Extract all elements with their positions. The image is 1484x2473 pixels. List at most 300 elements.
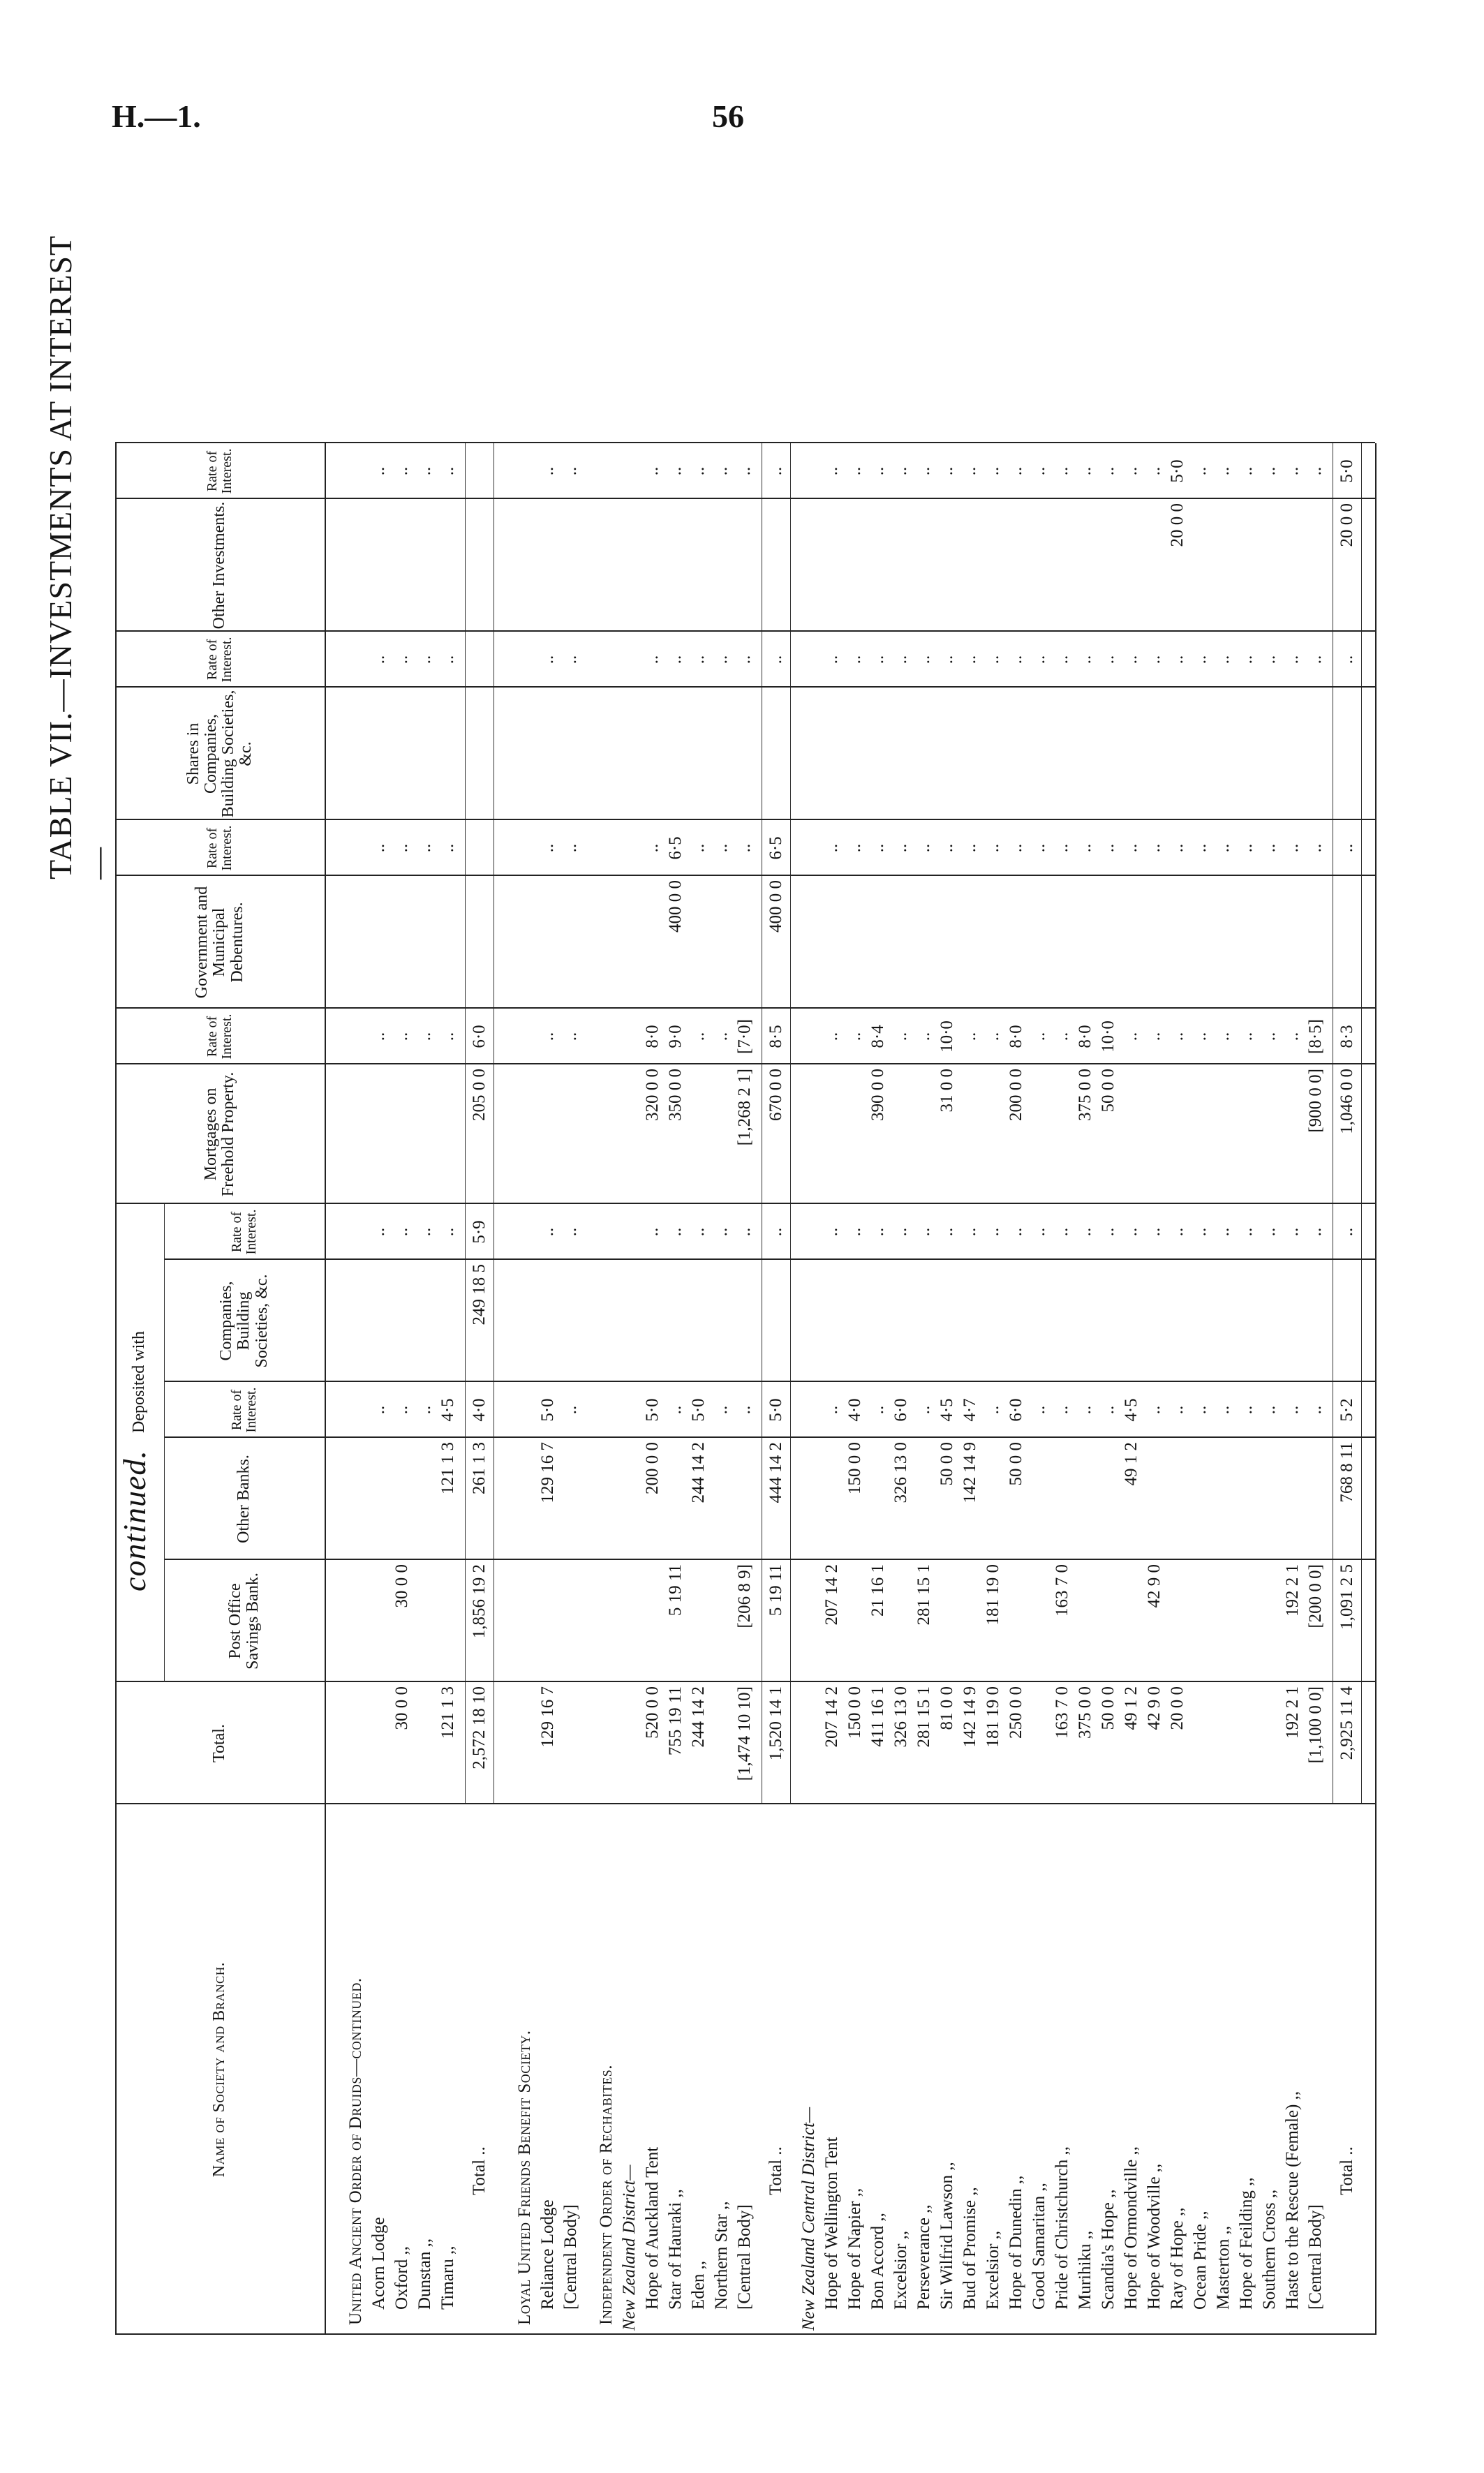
cell-po (687, 1560, 710, 1682)
cell-mort: [1,268 2 1] (734, 1069, 754, 1146)
cell-sh (595, 688, 618, 820)
cell-ob (1258, 1438, 1281, 1560)
cell-r5: .. (438, 655, 457, 664)
cell-r6: .. (1144, 466, 1164, 476)
cell-r1: .. (1282, 1405, 1302, 1415)
table-row (912, 178, 935, 2335)
cell-r4: 6·5 (665, 836, 685, 860)
cell-r3 (344, 1009, 367, 1064)
cell-po (843, 1560, 866, 1682)
cell-sh (710, 688, 733, 820)
cell-comp (710, 1260, 733, 1382)
cell-total: 50 0 0 (1098, 1686, 1118, 1730)
cell-r3: .. (438, 1032, 457, 1041)
cell-name: Hope of Wellington Tent (822, 2137, 841, 2310)
cell-r3: 8·5 (766, 1025, 785, 1048)
cell-r2: .. (845, 1227, 864, 1237)
cell-total: 1,520 14 1 (766, 1686, 785, 1761)
cell-mort: 205 0 0 (469, 1069, 489, 1121)
cell-r3: .. (1052, 1032, 1071, 1041)
cell-total: 81 0 0 (937, 1686, 956, 1730)
cell-r6: .. (891, 466, 910, 476)
cell-r3: .. (983, 1032, 1002, 1041)
cell-r1: 6·0 (1006, 1398, 1025, 1422)
cell-gov (820, 876, 843, 1009)
cell-gov (889, 876, 912, 1009)
cell-r2: .. (1121, 1227, 1141, 1237)
cell-total: 163 7 0 (1052, 1686, 1071, 1739)
cell-r3 (595, 1009, 618, 1064)
cell-comp (1335, 1260, 1358, 1382)
cell-r2: .. (766, 1227, 785, 1237)
cell-r1: .. (1098, 1405, 1118, 1415)
cell-ob: 200 0 0 (642, 1442, 662, 1494)
cell-gov (981, 876, 1004, 1009)
cell-mort (1258, 1064, 1281, 1204)
cell-name: Total .. (1337, 2146, 1356, 2195)
cell-r1: .. (665, 1405, 685, 1415)
cell-name: [Central Body] (1305, 2204, 1325, 2310)
cell-sh (1120, 688, 1143, 820)
cell-r2: .. (868, 1227, 887, 1237)
table-row (981, 178, 1004, 2335)
cell-ob (1235, 1438, 1258, 1560)
cell-r1: 4·0 (469, 1398, 489, 1422)
cell-ob (866, 1438, 889, 1560)
cell-gov (413, 876, 436, 1009)
cell-oth (1281, 499, 1304, 632)
cell-name: Haste to the Rescue (Female) ,, (1282, 2090, 1302, 2310)
cell-r6: .. (1259, 466, 1279, 476)
cell-r2: .. (561, 1227, 580, 1237)
cell-r3: .. (1190, 1032, 1210, 1041)
cell-r4: .. (822, 843, 841, 853)
cell-r1: .. (1190, 1405, 1210, 1415)
cell-sh (468, 688, 491, 820)
cell-comp (1143, 1260, 1166, 1382)
cell-po (1258, 1560, 1281, 1682)
cell-r6 (595, 443, 618, 499)
cell-r5 (618, 632, 641, 688)
cell-total (710, 1682, 733, 1804)
col-name-header: Name of Society and Branch. (210, 1961, 229, 2178)
cell-r4: .. (1213, 843, 1233, 853)
cell-mort (1235, 1064, 1258, 1204)
cell-r1: .. (1167, 1405, 1187, 1415)
cell-r2: .. (914, 1227, 933, 1237)
cell-r4: 6·5 (766, 836, 785, 860)
cell-gov (1304, 876, 1327, 1009)
cell-comp (344, 1260, 367, 1382)
cell-r2: .. (688, 1227, 708, 1237)
cell-po (1120, 1560, 1143, 1682)
cell-r6: .. (1190, 466, 1210, 476)
cell-r3: .. (822, 1032, 841, 1041)
cell-r2: .. (1190, 1227, 1210, 1237)
total-rule (465, 443, 466, 1804)
table-row (958, 178, 981, 2335)
cell-r6: .. (392, 466, 411, 476)
cell-r6: .. (642, 466, 662, 476)
cell-name: New Zealand District— (619, 2164, 639, 2331)
cell-name: Good Samaritan ,, (1029, 2183, 1048, 2310)
cell-r5: .. (537, 655, 557, 664)
cell-r2: .. (983, 1227, 1002, 1237)
col-rate1-header: Rate of Interest. (229, 1387, 259, 1433)
col-total-label: Total. (210, 1724, 229, 1762)
cell-r5: .. (1121, 655, 1141, 664)
cell-ob (820, 1438, 843, 1560)
cell-r3: .. (1236, 1032, 1256, 1041)
cell-r1: .. (1075, 1405, 1095, 1415)
cell-name: Excelsior ,, (891, 2230, 910, 2310)
cell-r2 (344, 1204, 367, 1260)
cell-sh (1335, 688, 1358, 820)
col-rate2-header: Rate of Interest. (229, 1209, 259, 1255)
cell-total: 129 16 7 (537, 1686, 557, 1748)
cell-gov (513, 876, 536, 1009)
cell-r6: .. (1052, 466, 1071, 476)
cell-po (536, 1560, 559, 1682)
cell-r2: 5·9 (469, 1220, 489, 1244)
cell-ob (1097, 1438, 1120, 1560)
cell-comp (935, 1260, 958, 1382)
col-other-banks-header: Other Banks. (235, 1455, 253, 1543)
cell-r2: .. (711, 1227, 731, 1237)
cell-r3: 6·0 (469, 1025, 489, 1048)
cell-ob (1166, 1438, 1189, 1560)
column-rule (164, 1559, 1375, 1560)
cell-total: 150 0 0 (845, 1686, 864, 1739)
cell-r1: .. (1144, 1405, 1164, 1415)
table-row (1120, 178, 1143, 2335)
cell-gov (797, 876, 820, 1009)
table-row (618, 178, 641, 2335)
cell-gov (866, 876, 889, 1009)
cell-comp: 249 18 5 (469, 1264, 489, 1325)
cell-name: Total .. (766, 2146, 785, 2195)
table-row (664, 178, 687, 2335)
column-rule (164, 1258, 1375, 1260)
cell-name: Perseverance ,, (914, 2204, 933, 2310)
cell-r2 (797, 1204, 820, 1260)
cell-total: 207 14 2 (822, 1686, 841, 1748)
cell-r5 (344, 632, 367, 688)
cell-r4: .. (1052, 843, 1071, 853)
cell-r3: .. (369, 1032, 388, 1041)
cell-ob: 121 1 3 (438, 1442, 457, 1494)
cell-r5: .. (1029, 655, 1048, 664)
cell-mort (687, 1064, 710, 1204)
cell-ob: 244 14 2 (688, 1442, 708, 1503)
cell-mort (536, 1064, 559, 1204)
cell-r2: .. (415, 1227, 434, 1237)
table-row (820, 178, 843, 2335)
column-rule (115, 442, 1375, 443)
cell-comp (1235, 1260, 1258, 1382)
cell-r4: .. (688, 843, 708, 853)
cell-mort (595, 1064, 618, 1204)
cell-r3: 8·0 (1006, 1025, 1025, 1048)
cell-oth (797, 499, 820, 632)
cell-po: 207 14 2 (822, 1564, 841, 1626)
row-rule (325, 443, 326, 2335)
cell-comp (1258, 1260, 1281, 1382)
cell-r1: .. (734, 1405, 754, 1415)
cell-total: 49 1 2 (1121, 1686, 1141, 1730)
cell-name: Northern Star ,, (711, 2201, 731, 2310)
cell-sh (820, 688, 843, 820)
cell-r5: .. (1190, 655, 1210, 664)
cell-gov: 400 0 0 (665, 880, 685, 933)
cell-po: 5 19 11 (766, 1564, 785, 1617)
table-row (1051, 178, 1074, 2335)
cell-r2: .. (1236, 1227, 1256, 1237)
cell-r6: 5·0 (1167, 459, 1187, 483)
cell-r5: .. (822, 655, 841, 664)
cell-gov (1281, 876, 1304, 1009)
cell-comp (536, 1260, 559, 1382)
column-rule (115, 498, 1375, 499)
cell-r6 (797, 443, 820, 499)
table-row (1097, 178, 1120, 2335)
cell-r1 (344, 1382, 367, 1438)
table-row (935, 178, 958, 2335)
cell-ob (595, 1438, 618, 1560)
cell-r6: .. (1282, 466, 1302, 476)
cell-ob: 129 16 7 (537, 1442, 557, 1503)
cell-r5: .. (1282, 655, 1302, 664)
cell-r6: .. (438, 466, 457, 476)
table-row (1074, 178, 1097, 2335)
cell-gov (1235, 876, 1258, 1009)
cell-total: 755 19 11 (665, 1686, 685, 1756)
cell-mort (981, 1064, 1004, 1204)
cell-r4: .. (392, 843, 411, 853)
cell-r6 (513, 443, 536, 499)
cell-mort (1212, 1064, 1235, 1204)
column-rule (115, 1007, 1375, 1009)
section-row (513, 178, 536, 2335)
cell-r1: .. (1052, 1405, 1071, 1415)
table-row (687, 178, 710, 2335)
cell-gov (1212, 876, 1235, 1009)
cell-gov (1189, 876, 1212, 1009)
cell-r5: .. (561, 655, 580, 664)
table-row (536, 178, 559, 2335)
cell-name: Excelsior ,, (983, 2230, 1002, 2310)
cell-total: [1,100 0 0] (1305, 1686, 1325, 1764)
cell-r6: .. (537, 466, 557, 476)
table-row (436, 178, 459, 2335)
cell-ob (710, 1438, 733, 1560)
cell-r5: .. (392, 655, 411, 664)
cell-sh (664, 688, 687, 820)
cell-total (1212, 1682, 1235, 1804)
cell-po (595, 1560, 618, 1682)
cell-r3 (513, 1009, 536, 1064)
cell-sh (344, 688, 367, 820)
cell-sh (367, 688, 390, 820)
cell-gov (935, 876, 958, 1009)
col-companies-header: Companies, Building Societies, &c. (217, 1274, 271, 1368)
cell-oth (536, 499, 559, 632)
cell-comp (513, 1260, 536, 1382)
cell-total: 181 19 0 (983, 1686, 1002, 1748)
cell-sh (390, 688, 413, 820)
cell-r6: .. (415, 466, 434, 476)
cell-mort (618, 1064, 641, 1204)
cell-po: [200 0 0] (1305, 1564, 1325, 1628)
cell-r4 (468, 820, 491, 876)
cell-sh (866, 688, 889, 820)
cell-r5: .. (983, 655, 1002, 664)
cell-r1: .. (1213, 1405, 1233, 1415)
cell-name: Hope of Dunedin ,, (1006, 2175, 1025, 2310)
col-po-header: Post Office Savings Bank. (225, 1573, 262, 1670)
cell-sh (1097, 688, 1120, 820)
cell-r1 (618, 1382, 641, 1438)
cell-r6 (468, 443, 491, 499)
cell-r1: .. (1236, 1405, 1256, 1415)
cell-mort (513, 1064, 536, 1204)
cell-oth (764, 499, 787, 632)
total-rule (790, 443, 791, 1804)
cell-r5: .. (1075, 655, 1095, 664)
cell-r4: .. (642, 843, 662, 853)
cell-total (1235, 1682, 1258, 1804)
cell-name: Scandia's Hope ,, (1098, 2189, 1118, 2310)
cell-total: 326 13 0 (891, 1686, 910, 1748)
cell-gov (843, 876, 866, 1009)
cell-r5: .. (1052, 655, 1071, 664)
cell-gov (1097, 876, 1120, 1009)
cell-mort (797, 1064, 820, 1204)
cell-total (797, 1682, 820, 1804)
cell-mort: 50 0 0 (1098, 1069, 1118, 1113)
cell-sh (912, 688, 935, 820)
cell-r1: .. (415, 1405, 434, 1415)
table-row (641, 178, 664, 2335)
cell-r2: .. (1305, 1227, 1325, 1237)
cell-po (1189, 1560, 1212, 1682)
cell-r5: .. (1236, 655, 1256, 664)
cell-r1: 5·0 (766, 1398, 785, 1422)
cell-name: Ocean Pride ,, (1190, 2211, 1210, 2310)
cell-r6: .. (1213, 466, 1233, 476)
col-total-header (115, 1682, 325, 1804)
cell-r6: 5·0 (1337, 459, 1356, 483)
cell-r1: 5·2 (1337, 1398, 1356, 1422)
cell-r3: 10·0 (1098, 1020, 1118, 1053)
cell-r6: .. (1121, 466, 1141, 476)
cell-name: Bon Accord ,, (868, 2213, 887, 2310)
cell-po: 181 19 0 (983, 1564, 1002, 1626)
cell-oth (641, 499, 664, 632)
cell-gov (641, 876, 664, 1009)
table-row (559, 178, 582, 2335)
cell-gov (1143, 876, 1166, 1009)
cell-comp (1166, 1260, 1189, 1382)
cell-ob: 50 0 0 (937, 1442, 956, 1486)
cell-sh (981, 688, 1004, 820)
cell-mort (344, 1064, 367, 1204)
page-number: 56 (712, 98, 744, 134)
cell-name: Pride of Christchurch ,, (1052, 2146, 1071, 2310)
cell-name: Eden ,, (688, 2260, 708, 2310)
cell-total: 281 15 1 (914, 1686, 933, 1748)
cell-r5: .. (711, 655, 731, 664)
cell-r3 (618, 1009, 641, 1064)
table-row (1166, 178, 1189, 2335)
column-rule (115, 1203, 1375, 1204)
cell-oth (1051, 499, 1074, 632)
cell-r3: 10·0 (937, 1020, 956, 1053)
cell-total (344, 1682, 367, 1804)
cell-oth (912, 499, 935, 632)
cell-r2 (595, 1204, 618, 1260)
cell-ob (733, 1438, 756, 1560)
cell-total: 192 2 1 (1282, 1686, 1302, 1739)
cell-oth (889, 499, 912, 632)
cell-r3: 8·0 (1075, 1025, 1095, 1048)
cell-oth (664, 499, 687, 632)
cell-r4: .. (537, 843, 557, 853)
cell-r6: .. (914, 466, 933, 476)
cell-r4: .. (734, 843, 754, 853)
cell-po (935, 1560, 958, 1682)
cell-po: 1,091 2 5 (1337, 1564, 1356, 1630)
cell-r1: 5·0 (537, 1398, 557, 1422)
cell-r6: .. (711, 466, 731, 476)
cell-total (1258, 1682, 1281, 1804)
cell-ob (413, 1438, 436, 1560)
cell-mort: 670 0 0 (766, 1069, 785, 1121)
cell-mort: [900 0 0] (1305, 1069, 1325, 1133)
cell-name: Southern Cross ,, (1259, 2189, 1279, 2310)
cell-po: 42 9 0 (1144, 1564, 1164, 1608)
cell-r4: .. (891, 843, 910, 853)
cell-oth (958, 499, 981, 632)
cell-gov (1166, 876, 1189, 1009)
cell-r6: .. (561, 466, 580, 476)
deposited-with-header: Deposited with (130, 1331, 149, 1433)
cell-mort (843, 1064, 866, 1204)
cell-mort: 320 0 0 (642, 1069, 662, 1121)
cell-total: 121 1 3 (438, 1686, 457, 1739)
cell-r4: .. (1282, 843, 1302, 853)
cell-r2: .. (642, 1227, 662, 1237)
cell-total: 30 0 0 (392, 1686, 411, 1730)
table-row (797, 178, 820, 2335)
cell-oth (843, 499, 866, 632)
cell-total (618, 1682, 641, 1804)
cell-oth (1097, 499, 1120, 632)
cell-sh (1258, 688, 1281, 820)
cell-ob (912, 1438, 935, 1560)
deposited-rule (164, 1204, 165, 1682)
cell-po (367, 1560, 390, 1682)
table-title-main: TABLE VII.—INVESTMENTS AT INTEREST— (43, 235, 115, 879)
table-title-continued: continued. (117, 1450, 152, 1591)
cell-total: 375 0 0 (1075, 1686, 1095, 1739)
col-government-header: Government and Municipal Debentures. (193, 886, 246, 999)
cell-mort (1027, 1064, 1051, 1204)
cell-r4: .. (960, 843, 979, 853)
cell-oth (1004, 499, 1027, 632)
cell-comp (843, 1260, 866, 1382)
document-code: H.—1. (112, 98, 201, 134)
